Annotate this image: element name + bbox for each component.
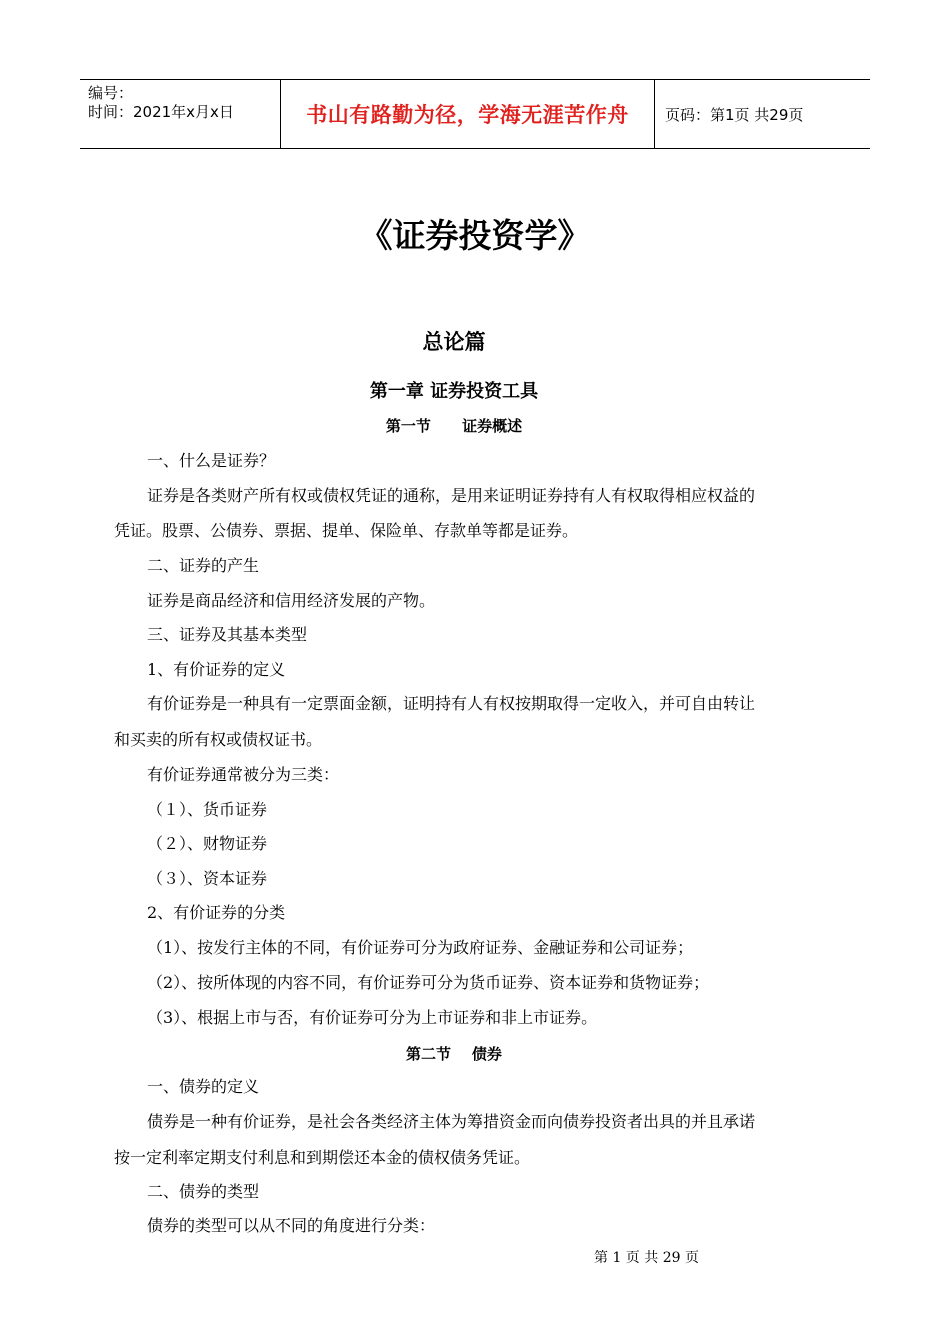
paragraph-line: 有价证券通常被分为三类： (147, 765, 340, 784)
part-heading: 总论篇 (422, 330, 486, 354)
paragraph-line: 2、有价证券的分类 (147, 903, 286, 922)
motto-text: 书山有路勤为径，学海无涯苦作舟 (306, 103, 629, 127)
paragraph-line: （１）、货币证券 (147, 800, 268, 819)
paragraph-line: 二、证券的产生 (147, 556, 260, 575)
header-motto-cell (281, 80, 655, 148)
time-label: 时间：2021年x月x日 (88, 103, 234, 121)
number-label: 编号： (88, 84, 134, 102)
paragraph-line: 按一定利率定期支付利息和到期偿还本金的债权债务凭证。 (114, 1148, 531, 1167)
paragraph-line: 和买卖的所有权或债权证书。 (114, 730, 323, 749)
paragraph-line: 证券是各类财产所有权或债权凭证的通称，是用来证明证券持有人有权取得相应权益的 (147, 486, 756, 505)
paragraph-line: （1）、按发行主体的不同，有价证券可分为政府证券、金融证券和公司证券； (147, 938, 694, 957)
paragraph-line: 二、债券的类型 (147, 1182, 260, 1201)
section-heading-1: 第一节 证券概述 (385, 417, 523, 435)
paragraph-line: 三、证券及其基本类型 (147, 625, 308, 644)
document-title: 《证券投资学》 (359, 216, 591, 255)
paragraph-line: （3）、根据上市与否，有价证券可分为上市证券和非上市证券。 (147, 1008, 598, 1027)
section-heading-2: 第二节 债券 (406, 1045, 502, 1063)
page-code: 页码：第1页 共29页 (665, 105, 804, 124)
header-page-cell (655, 80, 870, 148)
chapter-heading: 第一章 证券投资工具 (369, 381, 539, 402)
paragraph-line: 债券是一种有价证券，是社会各类经济主体为筹措资金而向债券投资者出具的并且承诺 (147, 1112, 756, 1131)
paragraph-line: 一、债券的定义 (147, 1077, 260, 1096)
paragraph-line: 证券是商品经济和信用经济发展的产物。 (147, 591, 436, 610)
paragraph-line: （2）、按所体现的内容不同，有价证券可分为货币证券、资本证券和货物证券； (147, 973, 710, 992)
paragraph-line: 一、什么是证券？ (147, 451, 276, 470)
paragraph-line: 有价证券是一种具有一定票面金额，证明持有人有权按期取得一定收入，并可自由转让 (147, 694, 756, 713)
paragraph-line: 债券的类型可以从不同的角度进行分类： (147, 1216, 436, 1235)
paragraph-line: 凭证。股票、公债券、票据、提单、保险单、存款单等都是证券。 (114, 521, 579, 540)
paragraph-line: （２）、财物证券 (147, 834, 268, 853)
header-left-cell (80, 80, 281, 148)
page-footer: 第 1 页 共 29 页 (594, 1250, 699, 1266)
paragraph-line: （３）、资本证券 (147, 869, 268, 888)
paragraph-line: 1、有价证券的定义 (147, 660, 286, 679)
header-table (80, 79, 870, 149)
